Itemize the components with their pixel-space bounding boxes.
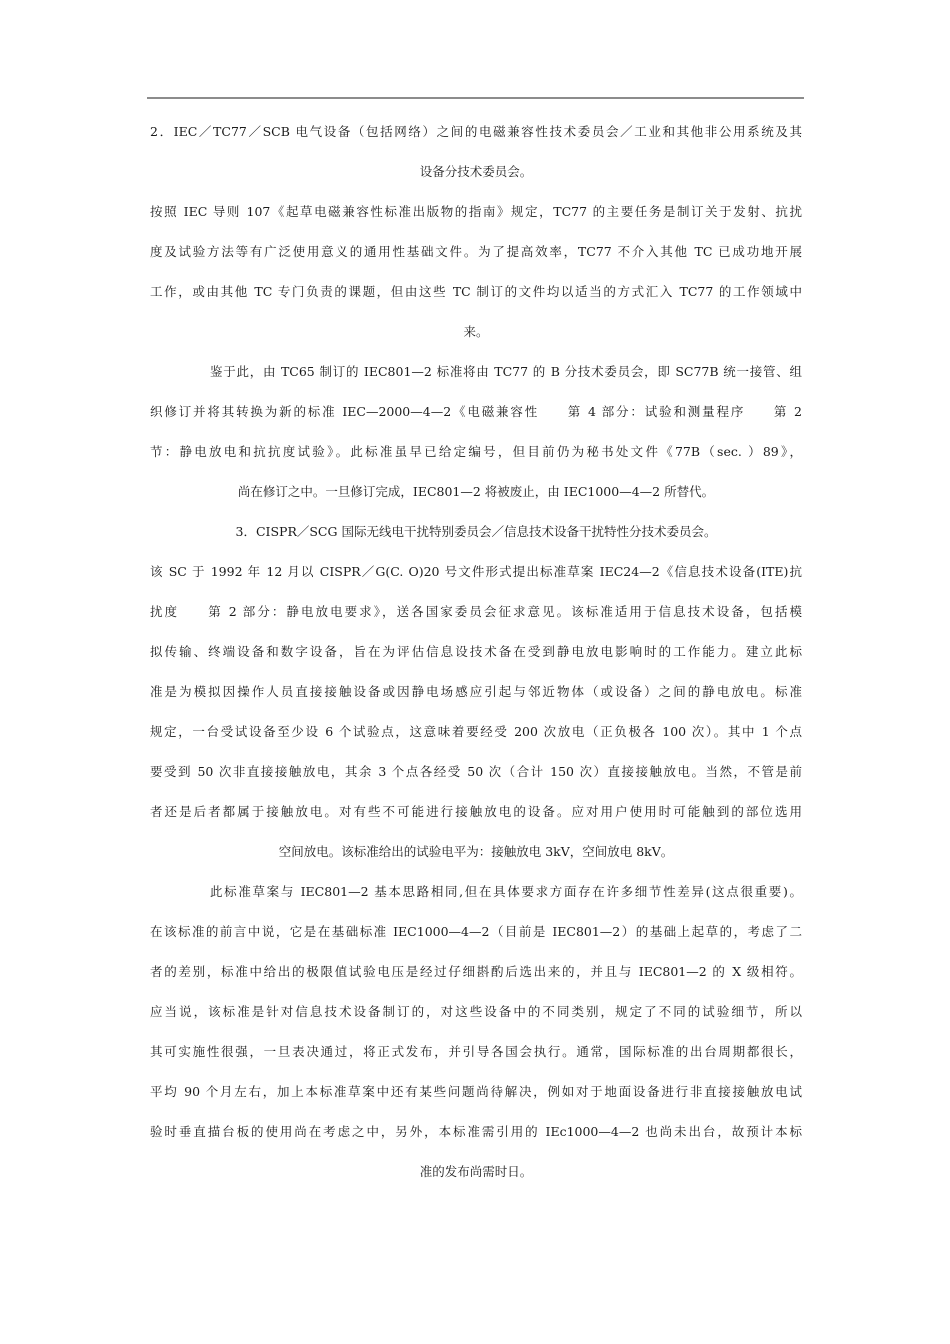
paragraph-1-line-2: 度及试验方法等有广泛使用意义的通用性基础文件。为了提高效率，TC77 不介入其他 TC 已成功地开展 (150, 244, 802, 259)
paragraph-3-line-1: 该 SC 于 1992 年 12 月以 CISPR／G(C. O)20 号文件形式提出标准草案 IEC24—2《信息技术设备(ITE)抗 (150, 564, 802, 579)
section-2-heading-line-1: 2．IEC／TC77／SCB 电气设备（包括网络）之间的电磁兼容性技术委员会／工业和其他非公用系统及其 (150, 124, 802, 139)
paragraph-4-line-8: 准的发布尚需时日。 (419, 1164, 533, 1179)
paragraph-2-line-3: 节：静电放电和抗抗度试验》。此标准虽早已给定编号，但目前仍为秘书处文件《77B（sec. ）89》， (150, 444, 802, 459)
paragraph-2-line-4: 尚在修订之中。一旦修订完成，IEC801—2 将被废止，由 IEC1000—4—2 所替代。 (237, 484, 715, 499)
paragraph-3-line-7: 者还是后者都属于接触放电。对有些不可能进行接触放电的设备。应对用户使用时可能触到的部位选用 (150, 804, 802, 819)
paragraph-3-line-4: 准是为模拟因操作人员直接接触设备或因静电场感应引起与邻近物体（或设备）之间的静电放电。标准 (150, 684, 802, 699)
paragraph-2-line-2: 织修订并将其转换为新的标准 IEC—2000—4—2《电磁兼容性 第 4 部分：试验和测量程序 第 2 (150, 404, 802, 419)
paragraph-4-line-2: 在该标准的前言中说，它是在基础标准 IEC1000—4—2（目前是 IEC801—2）的基础上起草的，考虑了二 (150, 924, 802, 939)
paragraph-1-line-4: 来。 (463, 324, 489, 339)
section-2-heading-line-2: 设备分技术委员会。 (419, 164, 533, 179)
header-rule (147, 97, 804, 99)
paragraph-1-line-1: 按照 IEC 导则 107《起草电磁兼容性标准出版物的指南》规定，TC77 的主要任务是制订关于发射、抗扰 (150, 204, 802, 219)
paragraph-4-line-4: 应当说，该标准是针对信息技术设备制订的，对这些设备中的不同类别，规定了不同的试验细节，所以 (150, 1004, 802, 1019)
paragraph-3-line-3: 拟传输、终端设备和数字设备，旨在为评估信息设技术备在受到静电放电影响时的工作能力。建立此标 (150, 644, 802, 659)
paragraph-3-line-8: 空间放电。该标准给出的试验电平为：接触放电 3kV，空间放电 8kV。 (278, 844, 674, 859)
paragraph-3-line-2: 扰度 第 2 部分：静电放电要求》，送各国家委员会征求意见。该标准适用于信息技术设备，包括模 (150, 604, 802, 619)
paragraph-4-line-1: 此标准草案与 IEC801—2 基本思路相同,但在具体要求方面存在许多细节性差异(这点很重要)。 (210, 884, 802, 899)
paragraph-4-line-3: 者的差别，标准中给出的极限值试验电压是经过仔细斟酌后选出来的，并且与 IEC801—2 的 X 级相符。 (150, 964, 802, 979)
paragraph-4-line-5: 其可实施性很强，一旦表决通过，将正式发布，并引导各国会执行。通常，国际标准的出台周期都很长， (150, 1044, 802, 1059)
paragraph-3-line-6: 要受到 50 次非直接接触放电，其余 3 个点各经受 50 次（合计 150 次）直接接触放电。当然，不管是前 (150, 764, 802, 779)
paragraph-4-line-6: 平均 90 个月左右，加上本标准草案中还有某些问题尚待解决，例如对于地面设备进行非直接接触放电试 (150, 1084, 802, 1099)
paragraph-3-line-5: 规定，一台受试设备至少设 6 个试验点，这意味着要经受 200 次放电（正负极各 100 次）。其中 1 个点 (150, 724, 802, 739)
paragraph-2-line-1: 鉴于此，由 TC65 制订的 IEC801—2 标准将由 TC77 的 B 分技术委员会，即 SC77B 统一接管、组 (210, 364, 802, 379)
paragraph-4-line-7: 验时垂直描台板的使用尚在考虑之中，另外，本标准需引用的 IEc1000—4—2 也尚未出台，故预计本标 (150, 1124, 802, 1139)
section-3-heading: 3．CISPR／SCG 国际无线电干扰特别委员会／信息技术设备干扰特性分技术委员会。 (235, 524, 717, 539)
document-body (150, 112, 802, 1192)
paragraph-1-line-3: 工作，或由其他 TC 专门负责的课题，但由这些 TC 制订的文件均以适当的方式汇入 TC77 的工作领域中 (150, 284, 802, 299)
